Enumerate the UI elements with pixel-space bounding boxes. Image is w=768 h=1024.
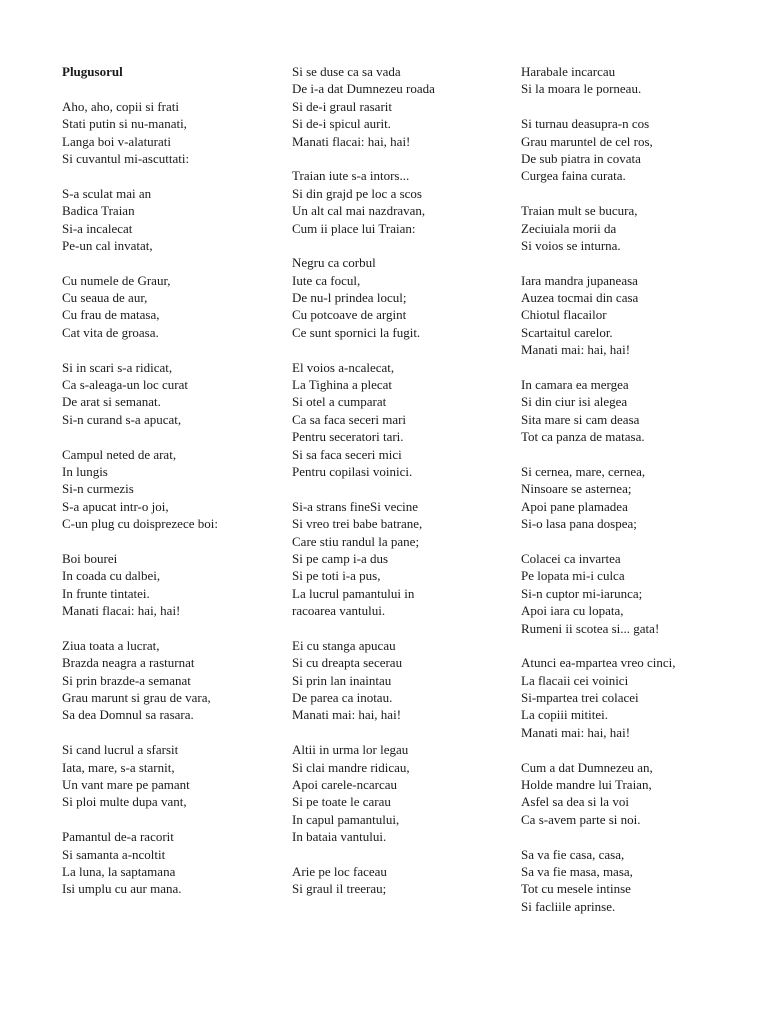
poem-line: Pentru copilasi voinici. xyxy=(292,463,413,479)
poem-line: C-un plug cu doisprezece boi: xyxy=(62,516,218,532)
stanza xyxy=(292,741,502,845)
stanza xyxy=(521,654,751,741)
poem-line: racoarea vantului. xyxy=(292,603,386,619)
poem-line: Si voios se inturna. xyxy=(521,237,621,253)
poem-line: Asfel sa dea si la voi xyxy=(521,794,629,810)
poem-line: Si ploi multe dupa vant, xyxy=(62,794,187,810)
poem-line: Apoi carele-ncarcau xyxy=(292,777,398,793)
stanza xyxy=(521,759,751,829)
poem-line: Si cu dreapta secerau xyxy=(292,655,403,671)
poem-line: In capul pamantului, xyxy=(292,811,400,827)
poem-line: Si din ciur isi alegea xyxy=(521,394,628,410)
stanza xyxy=(521,115,751,185)
poem-line: S-a sculat mai an xyxy=(62,185,152,201)
poem-line: Cat vita de groasa. xyxy=(62,324,159,340)
stanza xyxy=(62,637,272,724)
stanza xyxy=(62,446,272,533)
poem-line: Sita mare si cam deasa xyxy=(521,411,640,427)
poem-line: Altii in urma lor legau xyxy=(292,742,409,758)
stanza xyxy=(521,463,751,533)
stanza xyxy=(521,202,751,254)
poem-line: Si cuvantul mi-ascuttati: xyxy=(62,150,190,166)
poem-line: Si pe camp i-a dus xyxy=(292,550,389,566)
poem-line: Si samanta a-ncoltit xyxy=(62,846,166,862)
poem-line: Si graul il treerau; xyxy=(292,881,387,897)
stanza xyxy=(62,828,272,898)
stanza xyxy=(292,167,502,237)
poem-line: La copiii mititei. xyxy=(521,707,609,723)
poem-line: Si-n curand s-a apucat, xyxy=(62,411,182,427)
poem-line: Si de-i spicul aurit. xyxy=(292,116,391,132)
poem-line: Si sa faca seceri mici xyxy=(292,446,402,462)
poem-line: Si facliile aprinse. xyxy=(521,898,616,914)
column-3-stanzas xyxy=(521,63,751,915)
poem-line: Langa boi v-alaturati xyxy=(62,133,172,149)
poem-line: Si-o lasa pana dospea; xyxy=(521,516,637,532)
poem-line: Ce sunt spornici la fugit. xyxy=(292,324,421,340)
poem-title: Plugusorul xyxy=(62,64,123,79)
poem-line: In lungis xyxy=(62,463,108,479)
column-2-stanzas xyxy=(292,63,502,898)
poem-line: Manati mai: hai, hai! xyxy=(292,707,402,723)
poem-line: Grau maruntel de cel ros, xyxy=(521,133,653,149)
poem-line: El voios a-ncalecat, xyxy=(292,359,395,375)
stanza xyxy=(292,498,502,620)
poem-line: Si-a strans fineSi vecine xyxy=(292,498,418,514)
stanza xyxy=(62,272,272,342)
poem-line: Negru ca corbul xyxy=(292,255,376,271)
poem-line: Si-mpartea trei colacei xyxy=(521,690,639,706)
poem-line: Cu potcoave de argint xyxy=(292,307,407,323)
poem-line: Brazda neagra a rasturnat xyxy=(62,655,195,671)
poem-line: Aho, aho, copii si frati xyxy=(62,98,179,114)
poem-line: Colacei ca invartea xyxy=(521,550,621,566)
poem-line: Ca s-aleaga-un loc curat xyxy=(62,377,188,393)
stanza xyxy=(292,63,502,150)
poem-line: Cum a dat Dumnezeu an, xyxy=(521,759,653,775)
poem-line: Curgea faina curata. xyxy=(521,168,626,184)
poem-line: Scartaitul carelor. xyxy=(521,324,613,340)
poem-line: Si prin lan inaintau xyxy=(292,672,392,688)
poem-line: S-a apucat intr-o joi, xyxy=(62,498,169,514)
poem-line: Campul neted de arat, xyxy=(62,446,177,462)
poem-line: De nu-l prindea locul; xyxy=(292,290,407,306)
poem-line: Holde mandre lui Traian, xyxy=(521,777,652,793)
poem-line: Si-n cuptor mi-iarunca; xyxy=(521,585,643,601)
poem-column-2 xyxy=(292,63,502,915)
poem-line: Si se duse ca sa vada xyxy=(292,64,401,79)
stanza xyxy=(521,272,751,359)
poem-line: Pe lopata mi-i culca xyxy=(521,568,625,584)
poem-line: Si clai mandre ridicau, xyxy=(292,759,410,775)
poem-line: Rumeni ii scotea si... gata! xyxy=(521,620,660,636)
poem-line: La flacaii cei voinici xyxy=(521,672,629,688)
poem-line: Si la moara le porneau. xyxy=(521,81,642,97)
poem-line: Cu frau de matasa, xyxy=(62,307,160,323)
poem-line: In camara ea mergea xyxy=(521,377,629,393)
poem-line: Si de-i graul rasarit xyxy=(292,98,392,114)
poem-line: Pentru seceratori tari. xyxy=(292,429,404,445)
poem-line: Un alt cal mai nazdravan, xyxy=(292,203,426,219)
poem-line: Sa va fie casa, casa, xyxy=(521,846,625,862)
poem-line: Isi umplu cu aur mana. xyxy=(62,881,182,897)
poem-line: Grau marunt si grau de vara, xyxy=(62,690,211,706)
stanza xyxy=(62,185,272,255)
poem-line: Traian iute s-a intors... xyxy=(292,168,410,184)
poem-line: Boi bourei xyxy=(62,550,118,566)
poem-line: Arie pe loc faceau xyxy=(292,863,387,879)
poem-column-3 xyxy=(521,63,751,933)
poem-line: La Tighina a plecat xyxy=(292,377,393,393)
poem-line: Pe-un cal invatat, xyxy=(62,237,153,253)
poem-line: Stati putin si nu-manati, xyxy=(62,116,187,132)
poem-line: De i-a dat Dumnezeu roada xyxy=(292,81,435,97)
poem-line: Manati mai: hai, hai! xyxy=(521,342,631,358)
poem-line: In bataia vantului. xyxy=(292,829,387,845)
poem-line: Ca sa faca seceri mari xyxy=(292,411,407,427)
poem-line: Care stiu randul la pane; xyxy=(292,533,420,549)
poem-line: Iata, mare, s-a starnit, xyxy=(62,759,175,775)
poem-line: Si cand lucrul a sfarsit xyxy=(62,742,179,758)
poem-line: Ninsoare se asternea; xyxy=(521,481,632,497)
poem-line: Si turnau deasupra-n cos xyxy=(521,116,650,132)
poem-line: Zeciuiala morii da xyxy=(521,220,617,236)
poem-line: Un vant mare pe pamant xyxy=(62,777,190,793)
stanza xyxy=(62,550,272,620)
stanza xyxy=(62,98,272,168)
poem-line: Apoi pane plamadea xyxy=(521,498,628,514)
poem-line: Si vreo trei babe batrane, xyxy=(292,516,423,532)
stanza xyxy=(292,254,502,341)
poem-line: Si-n curmezis xyxy=(62,481,134,497)
poem-line: De parea ca inotau. xyxy=(292,690,393,706)
poem-column-1 xyxy=(62,63,272,915)
poem-line: Auzea tocmai din casa xyxy=(521,290,639,306)
poem-line: Si-a incalecat xyxy=(62,220,133,236)
poem-line: Ca s-avem parte si noi. xyxy=(521,811,641,827)
stanza xyxy=(62,359,272,429)
poem-line: Ei cu stanga apucau xyxy=(292,637,396,653)
title-gap xyxy=(62,80,272,97)
poem-line: Ziua toata a lucrat, xyxy=(62,637,160,653)
poem-line: Badica Traian xyxy=(62,203,135,219)
poem-line: Manati flacai: hai, hai! xyxy=(62,603,181,619)
poem-line: Sa dea Domnul sa rasara. xyxy=(62,707,194,723)
poem-line: Atunci ea-mpartea vreo cinci, xyxy=(521,655,676,671)
stanza xyxy=(292,863,502,898)
poem-line: Harabale incarcau xyxy=(521,64,616,79)
poem-line: De arat si semanat. xyxy=(62,394,161,410)
poem-line: La lucrul pamantului in xyxy=(292,585,415,601)
poem-line: Cum ii place lui Traian: xyxy=(292,220,416,236)
poem-line: Apoi iara cu lopata, xyxy=(521,603,624,619)
poem-line: Manati mai: hai, hai! xyxy=(521,724,631,740)
stanza xyxy=(521,550,751,637)
poem-line: Si din grajd pe loc a scos xyxy=(292,185,422,201)
stanza xyxy=(292,359,502,481)
stanza xyxy=(521,846,751,916)
poem-line: Traian mult se bucura, xyxy=(521,203,638,219)
poem-line: In coada cu dalbei, xyxy=(62,568,161,584)
poem-line: Chiotul flacailor xyxy=(521,307,607,323)
column-1-stanzas xyxy=(62,98,272,898)
poem-line: Si cernea, mare, cernea, xyxy=(521,463,646,479)
poem-line: Si pe toate le carau xyxy=(292,794,391,810)
poem-line: La luna, la saptamana xyxy=(62,863,176,879)
stanza xyxy=(62,741,272,811)
poem-line: Cu seaua de aur, xyxy=(62,290,148,306)
poem-line: Si pe toti i-a pus, xyxy=(292,568,381,584)
poem-line: Pamantul de-a racorit xyxy=(62,829,174,845)
poem-line: De sub piatra in covata xyxy=(521,150,641,166)
stanza xyxy=(521,63,751,98)
poem-line: Tot ca panza de matasa. xyxy=(521,429,645,445)
poem-line: Sa va fie masa, masa, xyxy=(521,863,633,879)
stanza xyxy=(521,376,751,446)
poem-line: Iute ca focul, xyxy=(292,272,361,288)
poem-line: Manati flacai: hai, hai! xyxy=(292,133,411,149)
poem-line: Iara mandra jupaneasa xyxy=(521,272,638,288)
poem-line: Tot cu mesele intinse xyxy=(521,881,631,897)
poem-line: Si in scari s-a ridicat, xyxy=(62,359,173,375)
poem-line: Si otel a cumparat xyxy=(292,394,387,410)
stanza xyxy=(292,637,502,724)
poem-line: In frunte tintatei. xyxy=(62,585,150,601)
poem-line: Si prin brazde-a semanat xyxy=(62,672,191,688)
poem-line: Cu numele de Graur, xyxy=(62,272,171,288)
